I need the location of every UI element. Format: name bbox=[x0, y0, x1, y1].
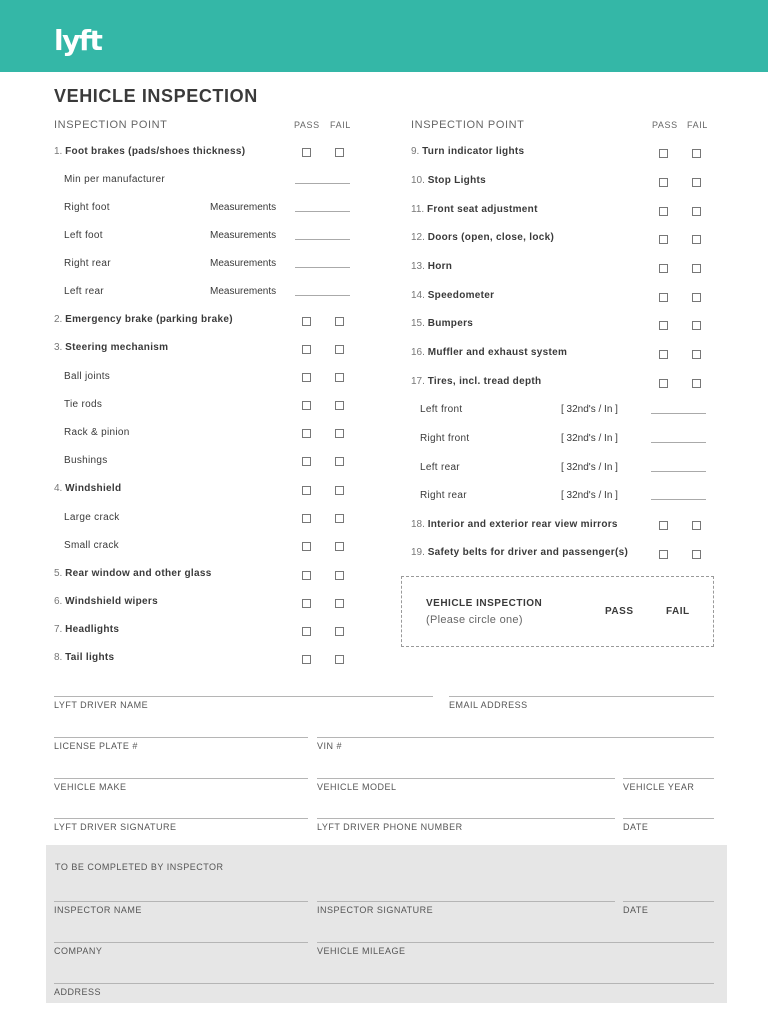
pass-checkbox-windshield-wipers[interactable] bbox=[302, 599, 311, 608]
tire-right-front-unit: [ 32nd's / In ] bbox=[561, 433, 618, 444]
item-foot-brakes bbox=[54, 144, 245, 160]
item-number: 2. bbox=[54, 314, 63, 325]
inspector-signature-field[interactable]: INSPECTOR SIGNATURE bbox=[317, 901, 615, 915]
fail-checkbox-doors[interactable] bbox=[692, 235, 701, 244]
fail-checkbox-mirrors[interactable] bbox=[692, 521, 701, 530]
fail-checkbox-bushings[interactable] bbox=[335, 457, 344, 466]
item-label: Steering mechanism bbox=[65, 342, 169, 353]
item-number: 16. bbox=[411, 347, 425, 358]
result-fail-option[interactable]: FAIL bbox=[666, 606, 690, 617]
item-label: Left foot bbox=[64, 230, 103, 241]
tire-left-rear-unit: [ 32nd's / In ] bbox=[561, 462, 618, 473]
inspector-section bbox=[46, 845, 727, 1003]
fail-checkbox-foot-brakes[interactable] bbox=[335, 148, 344, 157]
fail-checkbox-speedometer[interactable] bbox=[692, 293, 701, 302]
driver-phone-field[interactable]: LYFT DRIVER PHONE NUMBER bbox=[317, 818, 615, 832]
left-foot-measurement-input[interactable] bbox=[295, 239, 350, 240]
vehicle-model-field[interactable]: VEHICLE MODEL bbox=[317, 778, 615, 792]
item-tail-lights bbox=[54, 650, 114, 666]
left-fail-header: FAIL bbox=[330, 120, 351, 130]
item-tires bbox=[411, 374, 541, 390]
right-pass-header: PASS bbox=[652, 120, 678, 130]
right-rear-measurements-label: Measurements bbox=[210, 258, 277, 269]
fail-checkbox-rear-window[interactable] bbox=[335, 571, 344, 580]
pass-checkbox-doors[interactable] bbox=[659, 235, 668, 244]
item-number: 19. bbox=[411, 547, 425, 558]
pass-checkbox-rear-window[interactable] bbox=[302, 571, 311, 580]
item-label: Turn indicator lights bbox=[422, 146, 525, 157]
item-tie-rods bbox=[64, 397, 102, 413]
pass-checkbox-horn[interactable] bbox=[659, 264, 668, 273]
item-large-crack bbox=[64, 510, 120, 526]
item-label: Speedometer bbox=[427, 290, 495, 301]
item-steering-mechanism bbox=[54, 340, 168, 356]
pass-checkbox-small-crack[interactable] bbox=[302, 542, 311, 551]
fail-checkbox-tie-rods[interactable] bbox=[335, 401, 344, 410]
item-emergency-brake bbox=[54, 312, 233, 328]
item-turn-indicator-lights bbox=[411, 144, 524, 160]
left-pass-header: PASS bbox=[294, 120, 320, 130]
pass-checkbox-steering-mechanism[interactable] bbox=[302, 345, 311, 354]
pass-checkbox-foot-brakes[interactable] bbox=[302, 148, 311, 157]
pass-checkbox-front-seat-adjustment[interactable] bbox=[659, 207, 668, 216]
fail-checkbox-small-crack[interactable] bbox=[335, 542, 344, 551]
item-label: Stop Lights bbox=[427, 175, 486, 186]
right-fail-header: FAIL bbox=[687, 120, 708, 130]
item-bushings bbox=[64, 453, 108, 469]
brand-header bbox=[0, 0, 768, 72]
item-rack-pinion bbox=[64, 425, 130, 441]
fail-checkbox-large-crack[interactable] bbox=[335, 514, 344, 523]
right-inspection-point-header: INSPECTION POINT bbox=[411, 119, 525, 131]
pass-checkbox-windshield[interactable] bbox=[302, 486, 311, 495]
item-rear-window bbox=[54, 566, 212, 582]
pass-checkbox-tires[interactable] bbox=[659, 379, 668, 388]
vehicle-mileage-field[interactable]: VEHICLE MILEAGE bbox=[317, 942, 714, 956]
item-front-seat-adjustment bbox=[411, 202, 538, 218]
item-tire-left-front bbox=[420, 402, 462, 418]
fail-checkbox-turn-indicator-lights[interactable] bbox=[692, 149, 701, 158]
item-label: Tie rods bbox=[64, 399, 103, 410]
item-number: 18. bbox=[411, 519, 425, 530]
pass-checkbox-emergency-brake[interactable] bbox=[302, 317, 311, 326]
item-horn bbox=[411, 259, 452, 275]
pass-checkbox-mirrors[interactable] bbox=[659, 521, 668, 530]
item-ball-joints bbox=[64, 369, 110, 385]
item-label: Left rear bbox=[64, 286, 104, 297]
item-speedometer bbox=[411, 288, 494, 304]
item-windshield-wipers bbox=[54, 594, 158, 610]
item-number: 1. bbox=[54, 146, 63, 157]
result-title: VEHICLE INSPECTION bbox=[426, 598, 543, 609]
pass-checkbox-speedometer[interactable] bbox=[659, 293, 668, 302]
email-field[interactable]: EMAIL ADDRESS bbox=[449, 696, 714, 710]
inspector-name-field[interactable]: INSPECTOR NAME bbox=[54, 901, 308, 915]
item-right-foot bbox=[64, 200, 110, 216]
item-label: Safety belts for driver and passenger(s) bbox=[427, 547, 629, 558]
item-small-crack bbox=[64, 538, 119, 554]
pass-checkbox-ball-joints[interactable] bbox=[302, 373, 311, 382]
inspector-section-title: TO BE COMPLETED BY INSPECTOR bbox=[55, 862, 224, 872]
item-tire-right-rear bbox=[420, 488, 467, 504]
fail-checkbox-stop-lights[interactable] bbox=[692, 178, 701, 187]
item-number: 13. bbox=[411, 261, 425, 272]
item-windshield bbox=[54, 481, 121, 497]
fail-checkbox-bumpers[interactable] bbox=[692, 321, 701, 330]
item-left-foot bbox=[64, 228, 103, 244]
item-safety-belts bbox=[411, 545, 628, 561]
item-label: Muffler and exhaust system bbox=[427, 347, 568, 358]
fail-checkbox-horn[interactable] bbox=[692, 264, 701, 273]
item-tire-right-front bbox=[420, 431, 469, 447]
item-label: Large crack bbox=[64, 512, 120, 523]
right-foot-measurement-input[interactable] bbox=[295, 211, 350, 212]
left-rear-measurements-label: Measurements bbox=[210, 286, 277, 297]
inspector-date-field[interactable]: DATE bbox=[623, 901, 714, 915]
pass-checkbox-rack-pinion[interactable] bbox=[302, 429, 311, 438]
company-field[interactable]: COMPANY bbox=[54, 942, 308, 956]
lyft-logo: lyft bbox=[54, 24, 102, 57]
fail-checkbox-ball-joints[interactable] bbox=[335, 373, 344, 382]
fail-checkbox-tires[interactable] bbox=[692, 379, 701, 388]
item-label: Ball joints bbox=[64, 371, 111, 382]
pass-checkbox-muffler[interactable] bbox=[659, 350, 668, 359]
fail-checkbox-headlights[interactable] bbox=[335, 627, 344, 636]
inspection-result-box bbox=[401, 576, 714, 647]
item-number: 7. bbox=[54, 624, 63, 635]
item-min-per-manufacturer bbox=[64, 172, 165, 188]
item-label: Horn bbox=[427, 261, 453, 272]
item-number: 12. bbox=[411, 232, 425, 243]
item-label: Min per manufacturer bbox=[64, 174, 166, 185]
item-label: Tires, incl. tread depth bbox=[427, 376, 542, 387]
vehicle-make-field[interactable]: VEHICLE MAKE bbox=[54, 778, 308, 792]
fail-checkbox-windshield[interactable] bbox=[335, 486, 344, 495]
item-label: Windshield bbox=[65, 483, 122, 494]
pass-checkbox-tail-lights[interactable] bbox=[302, 655, 311, 664]
fail-checkbox-steering-mechanism[interactable] bbox=[335, 345, 344, 354]
item-right-rear bbox=[64, 256, 111, 272]
item-label: Rear window and other glass bbox=[65, 568, 212, 579]
item-number: 6. bbox=[54, 596, 63, 607]
item-headlights bbox=[54, 622, 119, 638]
fail-checkbox-emergency-brake[interactable] bbox=[335, 317, 344, 326]
driver-name-field[interactable]: LYFT DRIVER NAME bbox=[54, 696, 433, 710]
result-pass-option[interactable]: PASS bbox=[605, 606, 634, 617]
fail-checkbox-windshield-wipers[interactable] bbox=[335, 599, 344, 608]
right-rear-measurement-input[interactable] bbox=[295, 267, 350, 268]
fail-checkbox-tail-lights[interactable] bbox=[335, 655, 344, 664]
pass-checkbox-bumpers[interactable] bbox=[659, 321, 668, 330]
item-tire-left-rear bbox=[420, 460, 460, 476]
tire-right-rear-unit: [ 32nd's / In ] bbox=[561, 490, 618, 501]
item-left-rear bbox=[64, 284, 104, 300]
address-field[interactable]: ADDRESS bbox=[54, 983, 714, 997]
item-label: Small crack bbox=[64, 540, 119, 551]
fail-checkbox-rack-pinion[interactable] bbox=[335, 429, 344, 438]
pass-checkbox-turn-indicator-lights[interactable] bbox=[659, 149, 668, 158]
pass-checkbox-headlights[interactable] bbox=[302, 627, 311, 636]
item-label: Interior and exterior rear view mirrors bbox=[427, 519, 618, 530]
item-label: Rack & pinion bbox=[64, 427, 130, 438]
driver-date-field[interactable]: DATE bbox=[623, 818, 714, 832]
item-number: 5. bbox=[54, 568, 63, 579]
driver-signature-field[interactable]: LYFT DRIVER SIGNATURE bbox=[54, 818, 308, 832]
tire-right-rear-input[interactable] bbox=[651, 499, 706, 500]
pass-checkbox-safety-belts[interactable] bbox=[659, 550, 668, 559]
item-label: Foot brakes (pads/shoes thickness) bbox=[65, 146, 246, 157]
item-label: Bushings bbox=[64, 455, 108, 466]
pass-checkbox-large-crack[interactable] bbox=[302, 514, 311, 523]
item-doors bbox=[411, 230, 554, 246]
item-number: 11. bbox=[411, 204, 425, 215]
left-foot-measurements-label: Measurements bbox=[210, 230, 277, 241]
item-label: Right rear bbox=[64, 258, 111, 269]
item-label: Windshield wipers bbox=[65, 596, 158, 607]
item-label: Bumpers bbox=[427, 318, 474, 329]
item-muffler bbox=[411, 345, 567, 361]
right-foot-measurements-label: Measurements bbox=[210, 202, 277, 213]
result-instruction: (Please circle one) bbox=[426, 614, 523, 626]
item-label: Emergency brake (parking brake) bbox=[65, 314, 233, 325]
page-title: VEHICLE INSPECTION bbox=[54, 86, 258, 106]
item-mirrors bbox=[411, 517, 618, 533]
item-label: Right foot bbox=[64, 202, 110, 213]
item-bumpers bbox=[411, 316, 473, 332]
pass-checkbox-stop-lights[interactable] bbox=[659, 178, 668, 187]
item-number: 4. bbox=[54, 483, 63, 494]
pass-checkbox-tie-rods[interactable] bbox=[302, 401, 311, 410]
vehicle-year-field[interactable]: VEHICLE YEAR bbox=[623, 778, 714, 792]
item-number: 10. bbox=[411, 175, 425, 186]
tire-left-front-input[interactable] bbox=[651, 413, 706, 414]
license-plate-field[interactable]: LICENSE PLATE # bbox=[54, 737, 308, 751]
item-stop-lights bbox=[411, 173, 486, 189]
item-label: Left rear bbox=[420, 462, 460, 473]
item-label: Doors (open, close, lock) bbox=[427, 232, 555, 243]
item-number: 9. bbox=[411, 146, 420, 157]
item-number: 8. bbox=[54, 652, 63, 663]
item-label: Headlights bbox=[65, 624, 120, 635]
item-label: Front seat adjustment bbox=[426, 204, 538, 215]
tire-left-rear-input[interactable] bbox=[651, 471, 706, 472]
vin-field[interactable]: VIN # bbox=[317, 737, 714, 751]
tire-left-front-unit: [ 32nd's / In ] bbox=[561, 404, 618, 415]
item-number: 3. bbox=[54, 342, 63, 353]
left-inspection-point-header: INSPECTION POINT bbox=[54, 119, 168, 131]
tire-right-front-input[interactable] bbox=[651, 442, 706, 443]
left-rear-measurement-input[interactable] bbox=[295, 295, 350, 296]
min-per-manufacturer-input[interactable] bbox=[295, 183, 350, 184]
item-label: Left front bbox=[420, 404, 463, 415]
item-number: 15. bbox=[411, 318, 425, 329]
item-label: Right rear bbox=[420, 490, 467, 501]
item-label: Right front bbox=[420, 433, 470, 444]
fail-checkbox-safety-belts[interactable] bbox=[692, 550, 701, 559]
item-number: 17. bbox=[411, 376, 425, 387]
item-number: 14. bbox=[411, 290, 425, 301]
item-label: Tail lights bbox=[65, 652, 115, 663]
fail-checkbox-front-seat-adjustment[interactable] bbox=[692, 207, 701, 216]
fail-checkbox-muffler[interactable] bbox=[692, 350, 701, 359]
pass-checkbox-bushings[interactable] bbox=[302, 457, 311, 466]
